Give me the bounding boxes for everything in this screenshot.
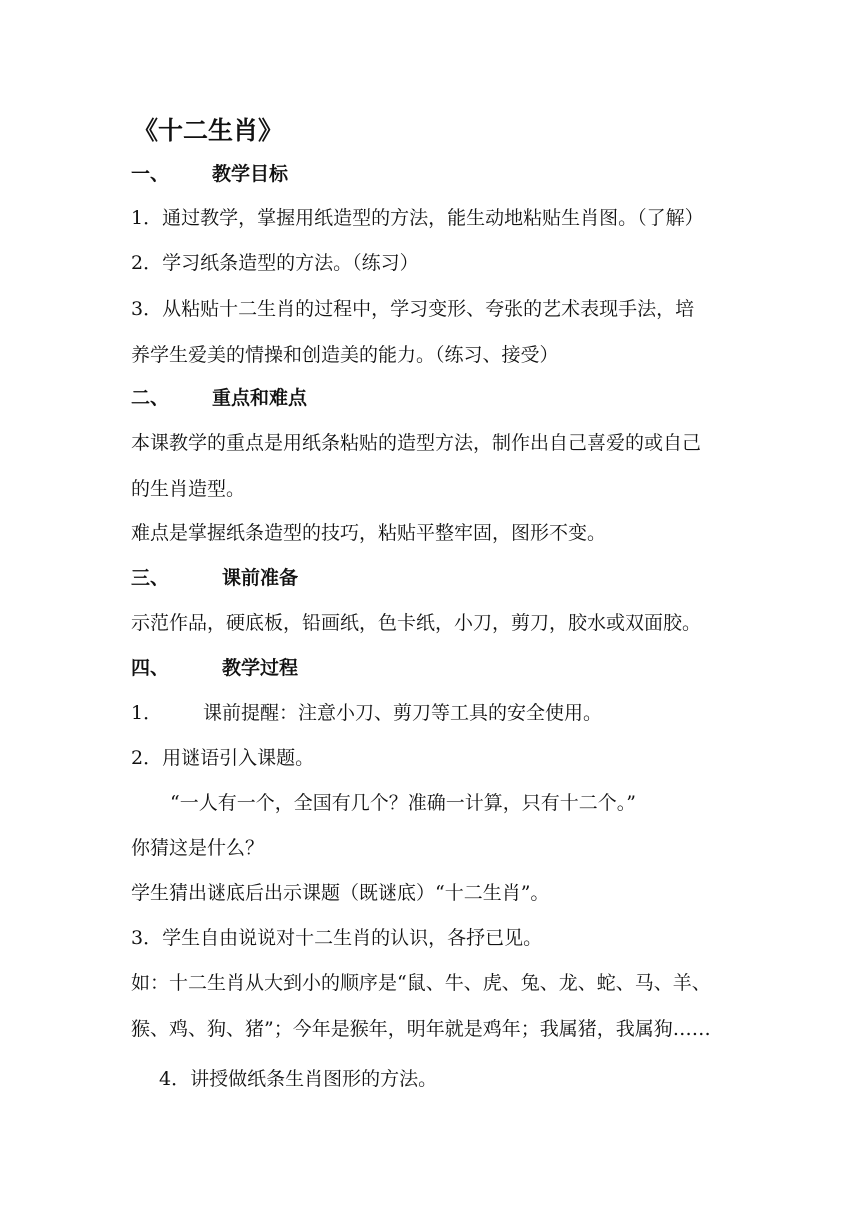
paragraph-key-point-line-1: 本课教学的重点是用纸条粘贴的造型方法，制作出自己喜爱的或自己 — [131, 432, 702, 454]
section-title: 重点和难点 — [212, 387, 308, 409]
paragraph-process-2: 2．用谜语引入课题。 — [131, 747, 315, 769]
section-number: 一、 — [131, 163, 170, 185]
list-number: 1． — [131, 702, 163, 724]
paragraph-guess: 你猜这是什么？ — [131, 837, 265, 859]
paragraph-preparation: 示范作品，硬底板，铅画纸，色卡纸，小刀，剪刀，胶水或双面胶。 — [131, 612, 702, 634]
paragraph-goal-2: 2．学习纸条造型的方法。（练习） — [131, 252, 419, 274]
section-title: 教学过程 — [222, 657, 299, 679]
paragraph-reveal: 学生猜出谜底后出示课题（既谜底）“十二生肖”。 — [131, 882, 550, 904]
paragraph-process-4: 4．讲授做纸条生肖图形的方法。 — [159, 1068, 438, 1090]
paragraph-example-line-2: 猴、鸡、狗、猪”；今年是猴年，明年就是鸡年；我属猪，我属狗…… — [131, 1018, 711, 1040]
paragraph-goal-3-line-2: 养学生爱美的情操和创造美的能力。（练习、接受） — [131, 344, 559, 366]
section-title: 课前准备 — [222, 567, 299, 589]
list-text: 课前提醒：注意小刀、剪刀等工具的安全使用。 — [203, 702, 603, 724]
paragraph-example-line-1: 如：十二生肖从大到小的顺序是“鼠、牛、虎、兔、龙、蛇、马、羊、 — [131, 972, 711, 994]
section-number: 三、 — [131, 567, 170, 589]
section-title: 教学目标 — [212, 163, 289, 185]
paragraph-difficulty: 难点是掌握纸条造型的技巧，粘贴平整牢固，图形不变。 — [131, 522, 607, 544]
paragraph-process-3: 3．学生自由说说对十二生肖的认识，各抒已见。 — [131, 927, 543, 949]
paragraph-key-point-line-2: 的生肖造型。 — [131, 478, 246, 500]
section-number: 四、 — [131, 657, 170, 679]
paragraph-goal-1: 1．通过教学，掌握用纸造型的方法，能生动地粘贴生肖图。（了解） — [131, 207, 704, 229]
document-title: 《十二生肖》 — [133, 116, 284, 145]
paragraph-goal-3-line-1: 3．从粘贴十二生肖的过程中，学习变形、夸张的艺术表现手法，培 — [131, 298, 695, 320]
paragraph-riddle: “一人有一个，全国有几个？准确一计算，只有十二个。” — [170, 792, 636, 814]
section-number: 二、 — [131, 387, 170, 409]
